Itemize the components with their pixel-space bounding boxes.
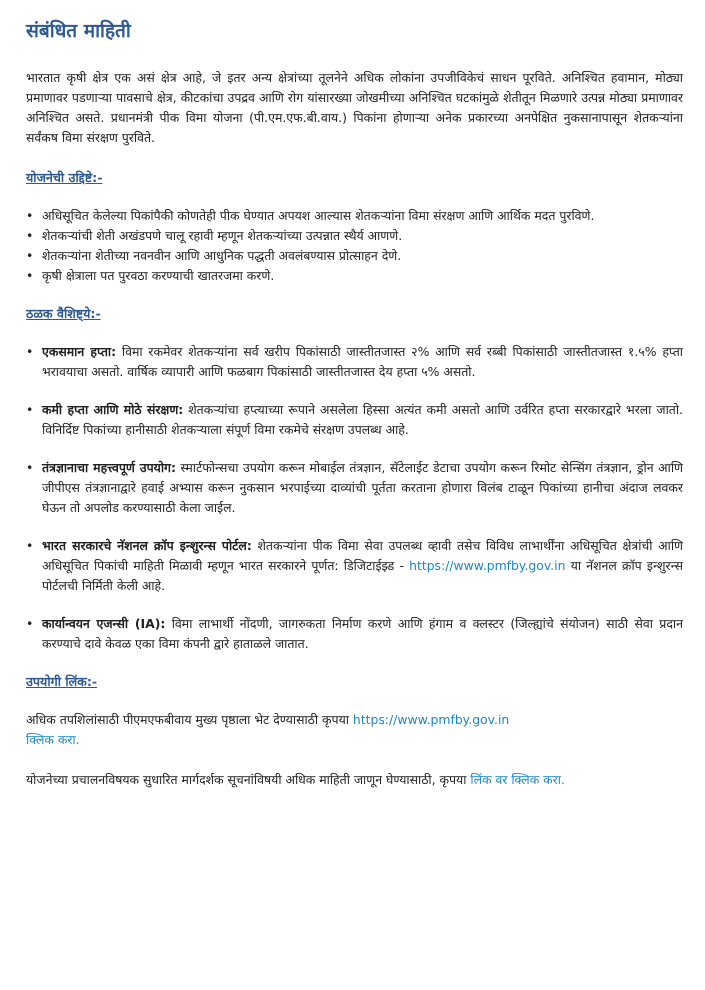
objective-item: • शेतकऱ्यांना शेतीच्या नवनवीन आणि आधुनिक पद्धती अवलंबण्यास प्रोत्साहन देणे. bbox=[26, 246, 683, 266]
features-heading: ठळक वैशिष्ट्ये:- bbox=[26, 306, 101, 321]
feature-item-technology bbox=[26, 458, 683, 518]
feature-text: विमा लाभार्थी नोंदणी, जागरुकता निर्माण करणे आणि हंगाम व क्लस्टर (जिल्ह्यांचे संयोजन) साठी सेवा प्रदान करण्याचे दावे केवळ एका विमा कंपनी द्वारे हाताळले जातात. bbox=[42, 616, 683, 651]
objectives-heading: योजनेची उद्दिष्टे:- bbox=[26, 170, 103, 185]
pmfby-portal-link[interactable]: https://www.pmfby.gov.in bbox=[409, 558, 566, 573]
objectives-list bbox=[26, 206, 683, 286]
objective-item: • कृषी क्षेत्राला पत पुरवठा करण्याची खातरजमा करणे. bbox=[26, 266, 683, 286]
links-heading: उपयोगी लिंक:- bbox=[26, 674, 98, 689]
feature-item-uniform-premium bbox=[26, 342, 683, 382]
links-text-1: अधिक तपशिलांसाठी पीएमएफबीवाय मुख्य पृष्ठाला भेट देण्यासाठी कृपया bbox=[26, 712, 353, 727]
guidelines-link[interactable]: लिंक वर क्लिक करा. bbox=[470, 772, 565, 787]
intro-paragraph: भारतात कृषी क्षेत्र एक असं क्षेत्र आहे, जे इतर अन्य क्षेत्रांच्या तूलनेने अधिक लोकांना उपजीविकेचं साधन पूरविते. अनिश्चित हवामान, मोठ्या प्रमाणावर पडणाऱ्या पावसाचे क्षेत्र, कीटकांचा उपद्रव आणि रोग यांसारख्या जोखमीच्या अनिश्चित घटकांमुळे शेतीतून मिळणारे उत्पन्न मोठ्या प्रमाणावर अनिश्चित असते. प्रधानमंत्री पीक विमा योजना (पी.एम.एफ.बी.वाय.) पिकांना होणाऱ्या अनेक प्रकारच्या अनपेक्षित नुकसानापासून शेतकऱ्यांना सर्वंकष विमा संरक्षण पुरविते. bbox=[26, 70, 683, 145]
feature-text: विमा रकमेवर शेतकऱ्यांना सर्व खरीप पिकांसाठी जास्तीतजास्त २% आणि सर्व रब्बी पिकांसाठी जास्तीतजास्त १.५% हप्ता भरावयाचा असतो. वार्षिक व्यापारी आणि फळबाग पिकांसाठी जास्तीतजास्त देय हप्ता ५% असतो. bbox=[42, 344, 683, 379]
useful-links bbox=[26, 710, 683, 790]
feature-item-agency bbox=[26, 614, 683, 654]
feature-text: स्मार्टफोन्सचा उपयोग करून मोबाईल तंत्रज्ञान, सॅटेलाईट डेटाचा उपयोग करून रिमोट सेन्सिंग तंत्रज्ञान, ड्रोन आणि जीपीएस तंत्रज्ञानाद्वारे हवाई अभ्यास करून नुकसान भरपाईच्या दाव्यांची पूर्तता करताना होणारा विलंब टाळून पिकांच्या हानीचा अंदाज लवकर घेऊन तो अपलोड करण्यासाठी केला जाईल. bbox=[42, 460, 684, 515]
feature-title: कमी हप्ता आणि मोठे संरक्षण: bbox=[42, 402, 184, 417]
feature-title: कार्यान्वयन एजन्सी (IA): bbox=[42, 616, 166, 631]
feature-text: शेतकऱ्यांना पीक विमा सेवा उपलब्ध व्हावी तसेच विविध लाभार्थींना अधिसूचित क्षेत्रांची आणि अधिसूचित पिकांची माहिती मिळावी म्हणून भारत सरकारने पूर्णत: डिजिटाईझ्ड - bbox=[42, 538, 683, 573]
links-text-2: योजनेच्या प्रचालनविषयक सुधारित मार्गदर्शक सूचनांविषयी अधिक माहिती जाणून घेण्यासाठी, कृपया bbox=[26, 772, 471, 787]
features-list bbox=[26, 342, 683, 654]
feature-text: शेतकऱ्यांचा हप्त्याच्या रूपाने असलेला हिस्सा अत्यंत कमी असतो आणि उर्वरित हप्ता सरकारद्वारे भरला जातो. विनिर्दिष्ट पिकांच्या हानीसाठी शेतकऱ्याला संपूर्ण विमा रकमेचे संरक्षण उपलब्ध आहे. bbox=[42, 402, 683, 437]
feature-title: एकसमान हप्ता: bbox=[42, 344, 117, 359]
pmfby-home-link[interactable]: https://www.pmfby.gov.in bbox=[352, 712, 510, 727]
feature-text-after: या नॅशनल क्रॉप इन्शुरन्स पोर्टलची निर्मिती केली आहे. bbox=[42, 558, 683, 593]
feature-title: भारत सरकारचे नॅशनल क्रॉप इन्शुरन्स पोर्टल: bbox=[42, 538, 252, 553]
click-here-link[interactable]: क्लिक करा. bbox=[26, 732, 80, 747]
feature-item-portal bbox=[26, 536, 683, 596]
feature-item-low-premium bbox=[26, 400, 683, 440]
links-paragraph-2 bbox=[26, 770, 683, 790]
feature-title: तंत्रज्ञानाचा महत्त्वपूर्ण उपयोग: bbox=[42, 460, 176, 475]
objective-item: • अधिसूचित केलेल्या पिकांपैकी कोणतेही पीक घेण्यात अपयश आल्यास शेतकऱ्यांना विमा संरक्षण आणि आर्थिक मदत पुरविणे. bbox=[26, 206, 683, 226]
page-title: संबंधित माहिती bbox=[26, 20, 131, 42]
links-paragraph-1 bbox=[26, 710, 683, 750]
objective-item: • शेतकऱ्यांची शेती अखंडपणे चालू रहावी म्हणून शेतकऱ्यांच्या उत्पन्नात स्थैर्य आणणे. bbox=[26, 226, 683, 246]
